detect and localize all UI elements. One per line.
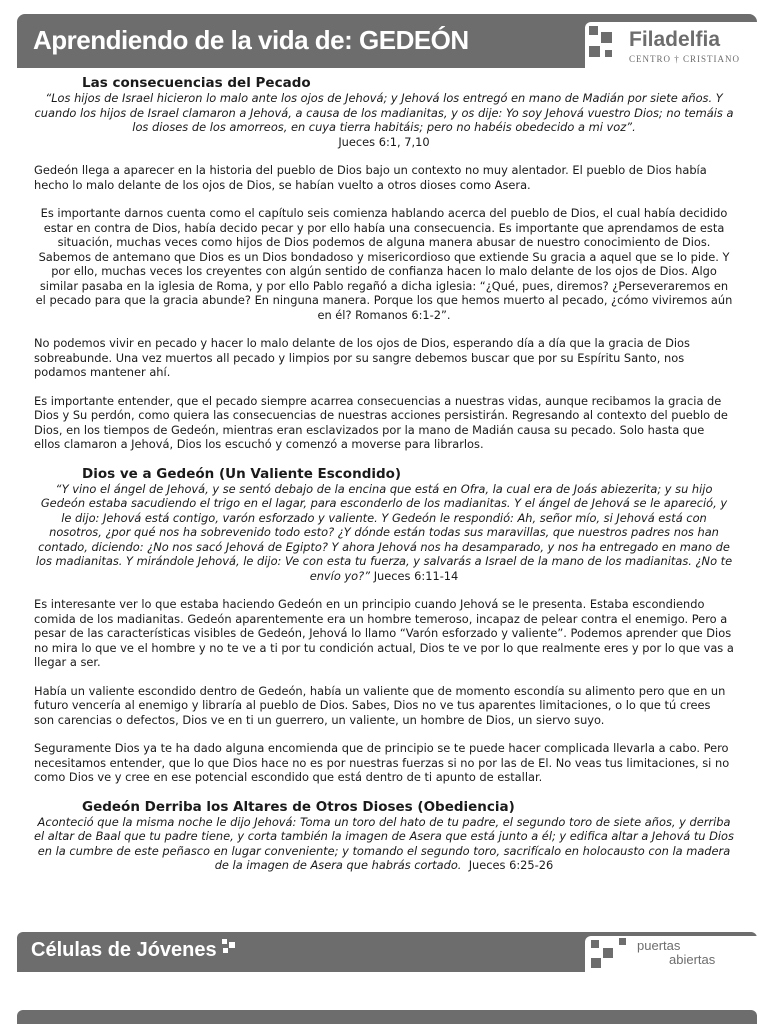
scripture-reference: Jueces 6:11-14 [373,568,459,583]
body-paragraph: No podemos vivir en pecado y hacer lo malo delante de los ojos de Dios, esperando día a día que la gracia de Dios sobreabunde. Una vez muertos all pecado y limpios por su sangre debemos buscar que por su Espíritu Santo, nos podamos mantener ahí. [34,336,690,379]
body-paragraph: Había un valiente escondido dentro de Gedeón, había un valiente que de momento escondía su alimento pero que en un futuro vencería al enemigo y libraría al pueblo de Dios. Sabes, Dios no ve tus aparentes limitaciones, o lo que tú crees son carencias o defectos, Dios ve en ti un guerrero, un valiente, un hombre de Dios, un siervo suyo. [34,683,726,727]
body-paragraph: Seguramente Dios ya te ha dado alguna encomienda que de principio se te puede hacer complicada llevarla a cabo. Pero necesitamos entender, que lo que Dios hace no es por nuestras fuerzas si no por las de El. No veas tus limitaciones, si no como Dios ve y cree en ese potencial escondido que está dentro de ti apunto de estallar. [34,741,730,784]
logo-square-icon [591,958,601,968]
logo-square-icon [603,948,613,958]
filadelfia-logo [585,22,757,68]
page-header [17,14,757,68]
logo-square-icon [589,26,598,35]
body-paragraph: Es interesante ver lo que estaba haciendo Gedeón en un principio cuando Jehová se le presenta. Estaba escondiendo comida de los madianitas. Gedeón aparentemente era un hombre temeroso, incapaz de pelear contra el enemigo. Pero a pesar de las características visibles de Gedeón, Jehová lo llamo “Varón esforzado y valiente”. Podemos aprender que Dios no mira lo que ve el hombre y no te ve a ti por tu condición actual, Dios te ve por lo que realmente eres y por lo que vas a llegar a ser. [34,597,734,669]
body-paragraph: Es importante entender, que el pecado siempre acarrea consecuencias a nuestras vidas, aunque recibamos la gracia de Dios y Su perdón, como quiera las consecuencias de nuestras acciones persistirán. Regresando al contexto del pueblo de Dios, en los tiempos de Gedeón, mientras eran esclavizados por la mano de Madián causa su pecado. Solo hasta que ellos clamaron a Jehová, Dios los escuchó y comenzó a moverse para librarlos. [34,393,728,451]
scripture-reference: Jueces 6:1, 7,10 [338,134,430,149]
page-title: Aprendiendo de la vida de: GEDEÓN [33,25,469,55]
puertas-abiertas-logo [585,936,757,972]
squares-icon [222,939,238,955]
logo-subtitle: CENTRO † CRISTIANO [629,54,741,64]
next-page-header-edge [17,1010,757,1024]
footer-title: Células de Jóvenes [31,939,238,962]
logo-name: Filadelfia [629,28,721,51]
section-title: Las consecuencias del Pecado [82,75,311,91]
page-footer [17,932,757,972]
scripture-reference: Jueces 6:25-26 [468,858,554,872]
section-title: Gedeón Derriba los Altares de Otros Dioses (Obediencia) [82,798,515,815]
article-content [34,75,734,873]
logo-square-icon [605,50,612,57]
logo-square-icon [589,46,600,57]
section-title: Dios ve a Gedeón (Un Valiente Escondido) [82,465,402,482]
logo-line2: abiertas [669,952,716,967]
scripture-quote: “Los hijos de Israel hicieron lo malo ante los ojos de Jehová; y Jehová los entregó en mano de Madián por siete años. Y cuando los hijos de Israel clamaron a Jehová, a causa de los madianitas, y os dije: Yo soy Jehová vuestro Dios; no temáis a los dioses de los amorreos, en cuya tierra habitáis; pero no habéis obedecido a mi voz”. [34,91,734,134]
logo-square-icon [619,938,626,945]
scripture-quote: “Y vino el ángel de Jehová, y se sentó debajo de la encina que está en Ofra, la cual era de Joás abiezerita; y su hijo Gedeón estaba sacudiendo el trigo en el lagar, para esconderlo de los madianitas. Y el ángel de Jehová se le apareció, y le dijo: Jehová está contigo, varón esforzado y valiente. Y Gedeón le respondió: Ah, señor mío, si Jehová está con nosotros, ¿por qué nos ha sobrevenido todo esto? ¿Y dónde están todas sus maravillas, que nuestros padres nos han contado, diciendo: ¿No nos sacó Jehová de Egipto? Y ahora Jehová nos ha desamparado, y nos ha entregado en mano de los madianitas. Y mirándole Jehová, le dijo: Ve con esta tu fuerza, y salvarás a Israel de la mano de los madianitas. ¿No te envío yo?” Jueces 6:11-14 [35,481,733,583]
logo-line1: puertas [637,938,681,953]
scripture-quote: Aconteció que la misma noche le dijo Jehová: Toma un toro del hato de tu padre, el segundo toro de siete años, y derriba el altar de Baal que tu padre tiene, y corta también la imagen de Asera que está junto a él; y edifica altar a Jehová tu Dios en la cumbre de este peñasco en lugar conveniente; y tomando el segundo toro, sacrifícalo en holocausto con la madera de la imagen de Asera que habrás cortado. Jueces 6:25-26 [34,814,734,872]
logo-square-icon [591,940,599,948]
body-paragraph: Es importante darnos cuenta como el capítulo seis comienza hablando acerca del pueblo de Dios, el cual había decidido estar en contra de Dios, había decido pecar y por ello había una consecuencia. Es importante que aprendamos de esta situación, muchas veces como hijos de Dios podemos de alguna manera abusar de nuestro conocimiento de Dios. Sabemos de antemano que Dios es un Dios bondadoso y misericordioso que extiende Su gracia a aquel que se lo pide. Y por ello, muchas veces los creyentes con algún sentido de confianza hacen lo malo delante de los ojos de Dios. Algo similar pasaba en la iglesia de Roma, y por ello Pablo regañó a dicha iglesia: “¿Qué, pues, diremos? ¿Perseveraremos en el pecado para que la gracia abunde? En ninguna manera. Porque los que hemos muerto al pecado, ¿cómo viviremos aún en él? Romanos 6:1-2”. [35,206,733,322]
body-paragraph: Gedeón llega a aparecer en la historia del pueblo de Dios bajo un contexto no muy alentador. El pueblo de Dios había hecho lo malo delante de los ojos de Dios, se habían vuelto a otros dioses como Asera. [34,163,707,192]
logo-square-icon [601,32,612,43]
